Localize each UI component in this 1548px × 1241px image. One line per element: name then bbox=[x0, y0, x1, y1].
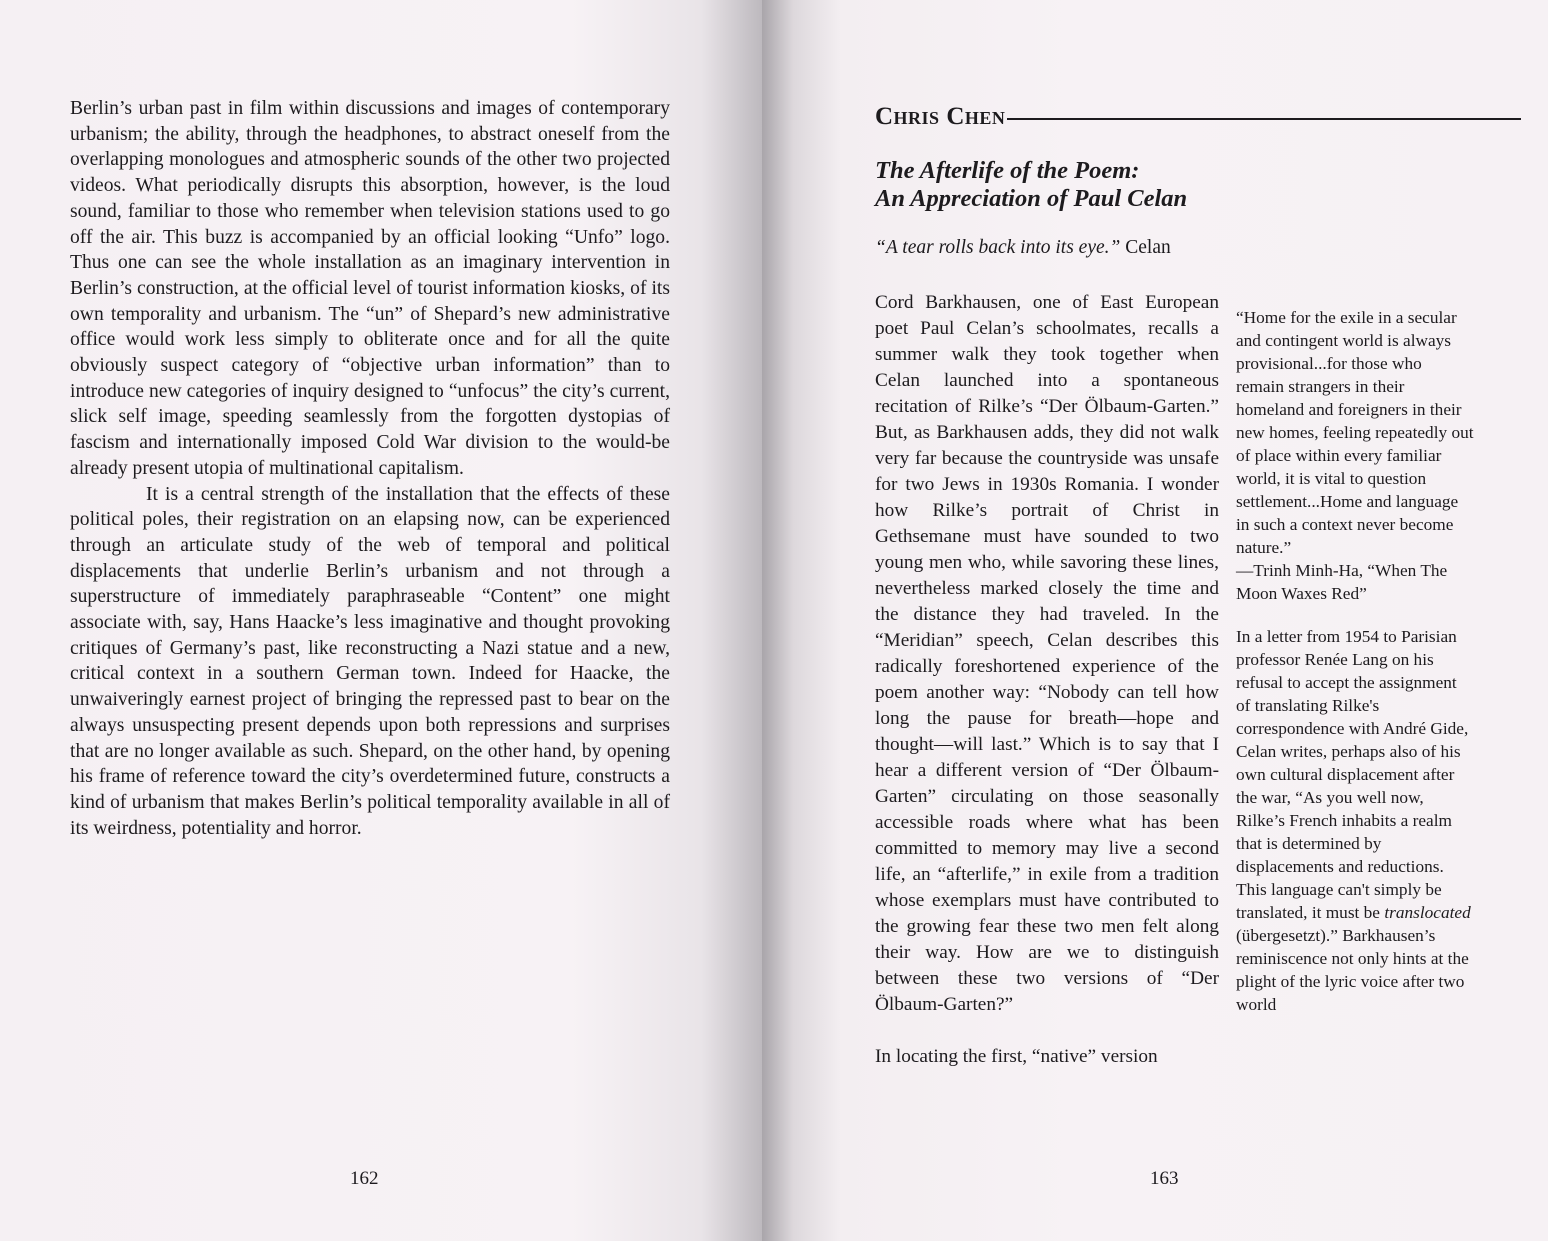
left-paragraph-2: It is a central strength of the installation that the effects of these political poles, their registration on an elapsing now, can be experienced through an articulate study of the web of temporal and political displacements that underlie Berlin’s urbanism and not through a superstructure of immediately paraphraseable “Content” one might associate with, say, Hans Haacke’s less imaginative and thought provoking critiques of Germany’s past, like reconstructing a Nazi statue and a new, critical context in a southern German town. Indeed for Haacke, the unwaiveringly earnest project of bringing the repressed past to bear on the always unsuspecting present depends upon both repressions and surprises that are no longer available as such. Shepard, on the other hand, by opening his frame of reference toward the city’s overdetermined future, constructs a kind of urbanism that makes Berlin’s political temporality available in all of its weirdness, potentiality and horror. bbox=[70, 483, 670, 839]
main-column bbox=[875, 290, 1219, 1070]
epigraph bbox=[875, 237, 1171, 259]
main-paragraph-1: Cord Barkhausen, one of East European poet Paul Celan’s schoolmates, recalls a summer walk they took together when Celan launched into a spontaneous recitation of Rilke’s “Der Ölbaum-Garten.” But, as Barkhausen adds, they did not walk very far because the countryside was unsafe for two Jews in 1930s Romania. I wonder how Rilke’s portrait of Christ in Gethsemane must have sounded to two young men who, while savoring these lines, nevertheless marked closely the time and the distance they had traveled. In the “Meridian” speech, Celan describes this radically foreshortened experience of the poem another way: “Nobody can tell how long the pause for breath—hope and thought—will last.” Which is to say that I hear a different version of “Der Ölbaum-Garten” circulating on those seasonally accessible roads where what has been committed to memory may live a second life, an “afterlife,” in exile from a tradition whose exemplars must have contributed to the growing fear these two men felt along their way. How are we to distinguish between these two versions of “Der Ölbaum-Garten?” bbox=[875, 292, 1219, 1015]
header-rule bbox=[1007, 118, 1521, 120]
side-letter-text-after: (übergesetzt).” Barkhausen’s reminiscence not only hints at the plight of the lyric voice after two world bbox=[1236, 926, 1469, 1014]
main-paragraph-2: In locating the first, “native” version bbox=[875, 1046, 1158, 1067]
side-quote-attribution: —Trinh Minh-Ha, “When The Moon Waxes Red” bbox=[1236, 561, 1448, 603]
title-line-2: An Appreciation of Paul Celan bbox=[875, 185, 1188, 212]
right-page bbox=[762, 0, 1548, 1241]
left-paragraph-1: Berlin’s urban past in film within discussions and images of contemporary urbanism; the ability, through the headphones, to abstract oneself from the overlapping monologues and atmospheric sounds of the other two projected videos. What periodically disrupts this absorption, however, is the loud sound, familiar to those who remember when television stations used to go off the air. This buzz is accompanied by an official looking “Unfo” logo. Thus one can see the whole installation as an imaginary intervention in Berlin’s construction, at the official level of tourist information kiosks, of its own temporality and urbanism. The “un” of Shepard’s new administrative office would work less simply to obliterate once and for all the quite obviously suspect category of “objective urban information” than to introduce new categories of inquiry designed to “unfocus” the city’s current, slick self image, speeding seamlessly from the forgotten dystopias of fascism and internationally imposed Cold War division to the would-be already present utopia of multinational capitalism. bbox=[70, 98, 670, 479]
page-number-right: 163 bbox=[1150, 1168, 1179, 1189]
side-letter-text-before: In a letter from 1954 to Parisian professor Renée Lang on his refusal to accept the assignment of translating Rilke's correspondence with André Gide, Celan writes, perhaps also of his own cultural displacement after the war, “As you well now, Rilke’s French inhabits a realm that is determined by displacements and reductions. This language can't simply be translated, it must be bbox=[1236, 627, 1469, 922]
side-column bbox=[1236, 306, 1474, 1016]
left-page bbox=[0, 0, 762, 1241]
epigraph-attribution: Celan bbox=[1125, 237, 1171, 258]
title-line-1: The Afterlife of the Poem: bbox=[875, 157, 1140, 184]
side-letter-italic: translocated bbox=[1384, 903, 1471, 922]
epigraph-quote: “A tear rolls back into its eye.” bbox=[875, 237, 1121, 258]
side-letter-paragraph bbox=[1236, 625, 1474, 1016]
side-quote: “Home for the exile in a secular and contingent world is always provisional...for those who remain strangers in their homeland and foreigners in their new homes, feeling repeatedly out of place within every familiar world, it is vital to question settlement...Home and language in such a context never become nature.” bbox=[1236, 308, 1474, 557]
author-name: Chris Chen bbox=[875, 103, 1006, 130]
article-title bbox=[875, 157, 1187, 213]
page-number-left: 162 bbox=[350, 1168, 379, 1189]
left-page-body bbox=[70, 96, 670, 841]
article-header bbox=[875, 103, 1521, 131]
